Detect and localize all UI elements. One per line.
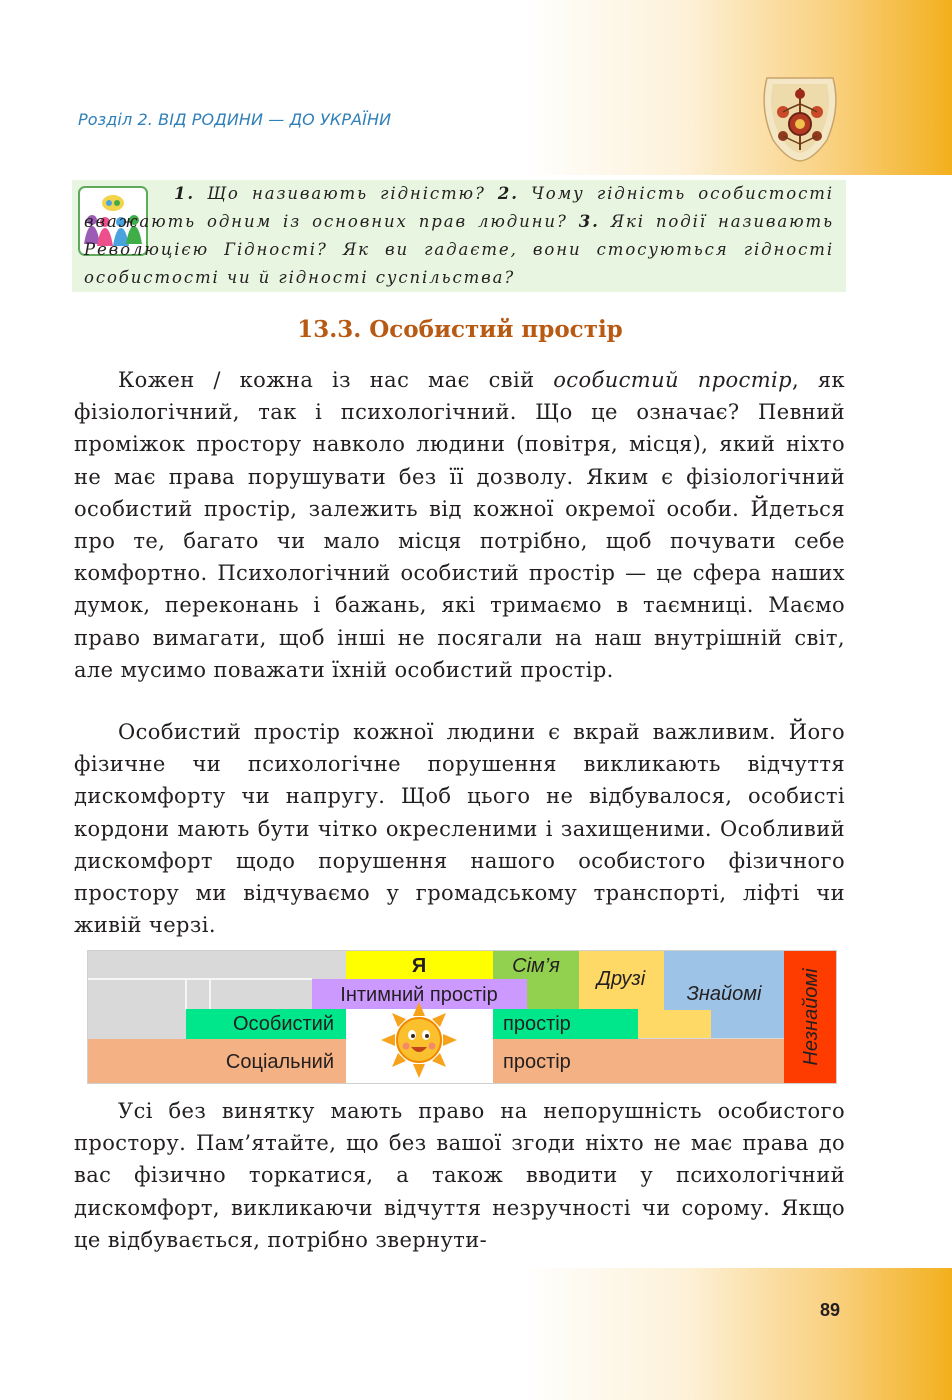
friends-label: Друзі [596,968,646,990]
social-right-label: простір [503,1051,571,1073]
paragraph-2-text: Особистий простір кожної людини є вкрай важливим. Його фізичне чи психологічне порушення викликають відчуття дискомфорту чи напругу. Щоб цього не відбувалося, особисті кордони мають бути чітко окресленими і захищеними. Особливий дискомфорт щодо порушення нашого особистого фізичного простору ми відчуваємо у громадському транспорті, ліфті чи живій черзі. [74,720,845,938]
questions-text [84,180,834,292]
paragraph-3-text: Усі без винятку мають право на непорушність особистого простору. Пам’ятайте, що без вашої згоди ніхто не має права до вас фізично торкатися, а також вводити у психологічний дискомфорт, викликаючи відчуття незручності чи сорому. Якщо це відбувається, потрібно звернути- [74,1099,845,1252]
question-3-number: 3. [578,212,600,231]
paragraph-2 [74,716,845,941]
paragraph-1 [74,364,845,686]
question-2: Чому гідність особистості вважають одним із основних прав людини? [84,184,834,231]
personal-right-label: простір [503,1013,571,1035]
strangers-label: Незнайомі [800,968,822,1066]
personal-space-diagram [87,950,837,1084]
chapter-title: Розділ 2. ВІД РОДИНИ — ДО УКРАЇНИ [78,110,392,129]
question-1-number: 1. [174,184,196,203]
paragraph-1-rest: , як фізіологічний, так і психологічний. Що це означає? Певний проміжок простору навколо людини (повітря, місця), який ніхто не має права порушувати без її дозволу. Яким є фізіологічний особистий простір, залежить від кожної окремої особи. Йдеться про те, багато чи мало місця потрібно, щоб почувати себе комфортно. Психологічний особистий простір — це сфера наших думок, переконань і бажань, які тримаємо в таємниці. Маємо право вимагати, щоб інші не посягали на наш внутрішній світ, але мусимо поважати їхній особистий простір. [74,368,845,682]
question-3: Які події називають Революцією Гідності? Як ви гадаєте, вони стосуються гідності особистості чи й гідності суспільства? [84,212,834,287]
family-label: Сім’я [512,955,560,977]
page-number: 89 [820,1300,841,1320]
ornament-emblem-icon [755,68,845,163]
question-1: Що називають гідністю? [195,184,498,203]
footer-gradient [0,1268,952,1400]
paragraph-1-start: Кожен / кожна із нас має свій [118,368,554,392]
paragraph-3 [74,1095,845,1256]
section-title: 13.3. Особистий простір [297,316,623,343]
acquaintances-label: Знайомі [686,983,762,1005]
smiling-sun-icon [381,1002,457,1078]
ya-label: Я [411,955,427,977]
question-2-number: 2. [497,184,519,203]
intimate-label: Інтимний простір [340,984,498,1006]
personal-left-label: Особистий [232,1013,334,1035]
social-left-label: Соціальний [225,1051,334,1073]
paragraph-1-emphasis: особистий простір [553,368,792,392]
